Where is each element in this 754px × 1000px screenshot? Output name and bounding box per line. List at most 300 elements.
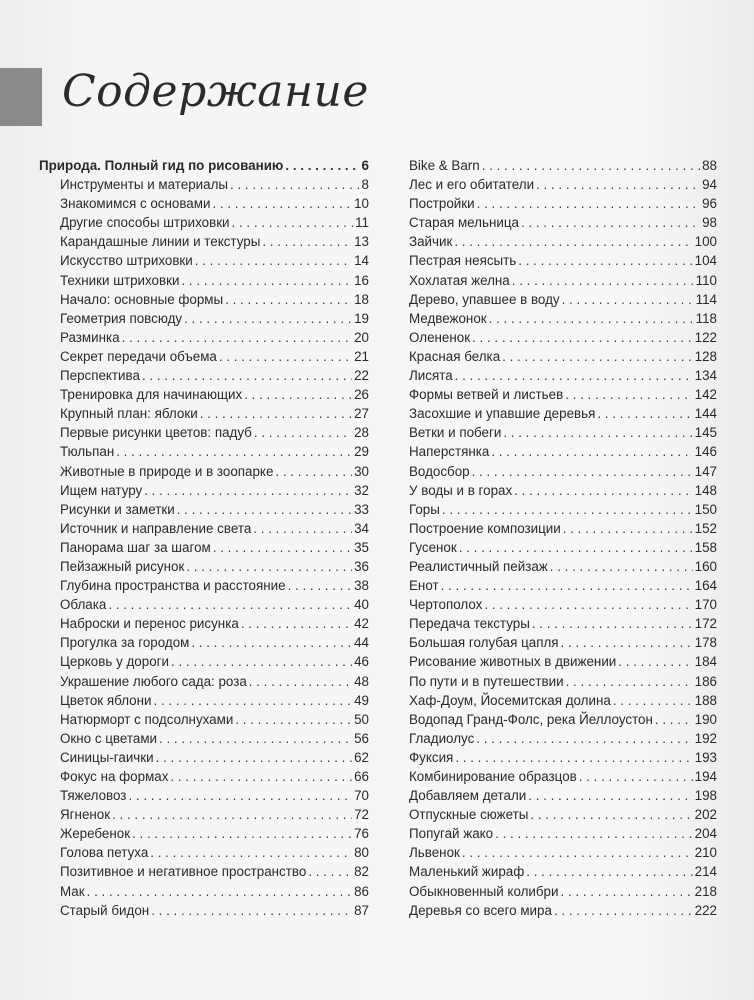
toc-entry-page: 158: [694, 539, 717, 555]
toc-entry-page: 14: [354, 253, 369, 269]
toc-entry: [409, 309, 717, 328]
toc-entry-page: 8: [361, 177, 369, 193]
toc-entry: [409, 347, 717, 366]
toc-entry: [409, 748, 717, 767]
toc-entry-page: 76: [354, 826, 369, 842]
toc-entry-page: 222: [694, 902, 717, 918]
toc-entry-title: Украшение любого сада: роза: [60, 673, 247, 689]
toc-entry-title: Другие способы штриховки: [60, 215, 230, 231]
toc-entry: [39, 232, 369, 251]
toc-entry-title: Постройки: [409, 196, 475, 212]
toc-entry: [409, 843, 717, 862]
toc-leader-dots: [579, 767, 693, 786]
toc-entry-title: Фокус на формах: [60, 769, 169, 784]
toc-entry-page: 66: [354, 769, 369, 784]
toc-entry: [39, 882, 369, 901]
toc-entry: [39, 614, 369, 633]
toc-entry: [39, 500, 369, 519]
toc-left-column: [39, 156, 369, 920]
toc-entry-title: Тяжеловоз: [60, 788, 127, 804]
toc-leader-dots: [253, 519, 352, 538]
toc-leader-dots: [288, 576, 353, 595]
toc-leader-dots: [87, 882, 352, 901]
section-tab: [0, 68, 42, 126]
toc-entry-page: 34: [354, 520, 369, 536]
toc-entry-page: 18: [354, 291, 369, 307]
toc-entry-page: 22: [354, 368, 369, 384]
toc-entry-title: Отпускные сюжеты: [409, 807, 529, 823]
toc-leader-dots: [491, 442, 692, 461]
toc-entry-page: 32: [354, 482, 369, 498]
toc-entry-page: 150: [694, 501, 717, 517]
toc-entry-page: 36: [354, 558, 369, 574]
toc-entry-title: Техники штриховки: [60, 272, 180, 288]
toc-entry-title: Bike & Barn: [409, 158, 480, 173]
toc-entry-title: Первые рисунки цветов: падуб: [60, 425, 252, 441]
toc-entry-page: 42: [354, 616, 369, 632]
toc-entry: [409, 481, 717, 500]
toc-leader-dots: [159, 729, 352, 748]
toc-entry: [409, 767, 717, 786]
toc-entry: [409, 290, 717, 309]
toc-entry-page: 20: [354, 329, 369, 345]
toc-leader-dots: [518, 251, 692, 270]
toc-entry-title: Ягненок: [60, 807, 111, 823]
toc-leader-dots: [171, 652, 352, 671]
toc-entry-title: Тюльпан: [60, 444, 115, 460]
toc-entry: [39, 805, 369, 824]
toc-entry-title: Геометрия повсюду: [60, 310, 183, 326]
toc-entry-title: Цветок яблони: [60, 692, 152, 708]
toc-entry-title: Ищем натуру: [60, 482, 143, 498]
toc-entry-title: Львенок: [409, 845, 460, 861]
toc-leader-dots: [528, 786, 692, 805]
toc-entry-page: 148: [694, 482, 717, 498]
toc-leader-dots: [532, 614, 693, 633]
toc-entry-title: Рисование животных в движении: [409, 654, 617, 670]
toc-entry-title: Добавляем детали: [409, 788, 527, 804]
toc-entry-title: Построение композиции: [409, 520, 561, 536]
toc-entry-page: 6: [361, 158, 369, 173]
toc-leader-dots: [472, 328, 693, 347]
toc-leader-dots: [618, 652, 692, 671]
toc-entry-title: Окно с цветами: [60, 730, 158, 746]
toc-entry: [39, 710, 369, 729]
toc-entry-page: 134: [694, 368, 717, 384]
toc-entry: [409, 633, 717, 652]
toc-leader-dots: [177, 500, 352, 519]
toc-entry-title: Реалистичный пейзаж: [409, 558, 548, 574]
toc-entry-page: 80: [354, 845, 369, 861]
toc-entry-title: Гладиолус: [409, 730, 475, 746]
toc-entry: [39, 901, 369, 920]
toc-entry-page: 122: [694, 329, 717, 345]
toc-entry-page: 110: [695, 272, 717, 288]
toc-entry-title: Знакомимся с основами: [60, 196, 211, 212]
toc-entry: [409, 175, 717, 194]
toc-leader-dots: [441, 576, 693, 595]
toc-entry-page: 88: [702, 158, 717, 173]
toc-leader-dots: [561, 633, 693, 652]
toc-entry: [39, 442, 369, 461]
toc-leader-dots: [122, 328, 352, 347]
toc-leader-dots: [128, 786, 352, 805]
toc-entry-page: 188: [694, 692, 717, 708]
toc-entry: [39, 824, 369, 843]
toc-entry-title: Инструменты и материалы: [60, 177, 229, 193]
toc-leader-dots: [536, 175, 700, 194]
toc-entry: [39, 595, 369, 614]
toc-leader-dots: [514, 481, 692, 500]
toc-leader-dots: [472, 462, 693, 481]
toc-leader-dots: [108, 595, 352, 614]
toc-entry: [39, 251, 369, 270]
toc-entry-title: У воды и в горах: [409, 482, 513, 498]
toc-entry: [409, 500, 717, 519]
toc-entry: [409, 156, 717, 175]
toc-entry-title: Водопад Гранд-Фолс, река Йеллоустон: [409, 711, 653, 727]
toc-entry-title: Источник и направление света: [60, 520, 252, 536]
toc-leader-dots: [476, 729, 692, 748]
toc-entry-page: 38: [354, 578, 369, 594]
toc-entry: [39, 481, 369, 500]
toc-entry: [39, 576, 369, 595]
toc-leader-dots: [455, 366, 693, 385]
toc-leader-dots: [489, 309, 694, 328]
toc-entry-page: 202: [694, 807, 717, 823]
toc-entry-page: 40: [354, 597, 369, 613]
toc-leader-dots: [597, 404, 692, 423]
toc-entry: [409, 404, 717, 423]
toc-entry-page: 87: [354, 902, 369, 918]
toc-entry-title: Лес и его обитатели: [409, 177, 535, 193]
toc-entry-page: 26: [354, 387, 369, 403]
toc-leader-dots: [219, 347, 352, 366]
toc-entry-title: По пути и в путешествии: [409, 673, 564, 689]
toc-entry: [39, 748, 369, 767]
toc-leader-dots: [561, 882, 693, 901]
toc-entry: [409, 232, 717, 251]
toc-entry-title: Природа. Полный гид по рисованию: [39, 158, 284, 173]
toc-entry-title: Рисунки и заметки: [60, 501, 175, 517]
toc-entry: [409, 729, 717, 748]
toc-entry-title: Искусство штриховки: [60, 253, 193, 269]
toc-leader-dots: [144, 481, 352, 500]
toc-entry-page: 19: [354, 310, 369, 326]
toc-leader-dots: [230, 175, 360, 194]
toc-entry-title: Начало: основные формы: [60, 291, 224, 307]
toc-entry-page: 210: [694, 845, 717, 861]
toc-leader-dots: [142, 366, 352, 385]
toc-entry-page: 218: [694, 883, 717, 899]
toc-entry-title: Секрет передачи объема: [60, 348, 217, 364]
toc-entry-title: Обыкновенный колибри: [409, 883, 559, 899]
toc-entry: [39, 462, 369, 481]
toc-entry-page: 94: [702, 177, 717, 193]
toc-entry-page: 198: [694, 788, 717, 804]
toc-leader-dots: [503, 423, 692, 442]
toc-entry-page: 96: [702, 196, 717, 212]
toc-leader-dots: [477, 194, 700, 213]
toc-entry-title: Горы: [409, 501, 440, 517]
toc-entry: [409, 824, 717, 843]
toc-entry-page: 193: [694, 749, 717, 765]
toc-entry: [39, 328, 369, 347]
toc-leader-dots: [241, 614, 352, 633]
toc-entry-title: Наперстянка: [409, 444, 490, 460]
toc-leader-dots: [613, 691, 693, 710]
toc-leader-dots: [530, 805, 692, 824]
toc-leader-dots: [170, 767, 352, 786]
toc-entry: [39, 366, 369, 385]
toc-entry-title: Глубина пространства и расстояние: [60, 578, 286, 594]
toc-entry: [409, 862, 717, 881]
toc-entry-page: 128: [694, 348, 717, 364]
toc-leader-dots: [186, 557, 352, 576]
toc-entry: [39, 271, 369, 290]
toc-entry-page: 214: [694, 864, 717, 880]
toc-leader-dots: [502, 347, 693, 366]
toc-entry-page: 49: [354, 692, 369, 708]
toc-entry: [409, 901, 717, 920]
toc-entry: [409, 786, 717, 805]
toc-leader-dots: [154, 691, 353, 710]
toc-entry-title: Позитивное и негативное пространство: [60, 864, 307, 880]
toc-leader-dots: [455, 748, 692, 767]
toc-leader-dots: [213, 538, 352, 557]
toc-entry-title: Облака: [60, 597, 107, 613]
toc-entry: [39, 672, 369, 691]
toc-entry-page: 142: [694, 387, 717, 403]
toc-leader-dots: [462, 843, 693, 862]
toc-entry-title: Водосбор: [409, 463, 470, 479]
toc-entry: [39, 385, 369, 404]
toc-leader-dots: [565, 385, 692, 404]
toc-entry: [409, 614, 717, 633]
toc-leader-dots: [482, 156, 700, 175]
toc-entry-title: Попугай жако: [409, 826, 494, 842]
toc-leader-dots: [484, 595, 692, 614]
toc-entry-page: 145: [694, 425, 717, 441]
toc-entry-page: 144: [694, 406, 717, 422]
toc-entry-page: 86: [354, 883, 369, 899]
toc-entry: [409, 442, 717, 461]
toc-entry: [409, 194, 717, 213]
toc-entry-page: 62: [354, 749, 369, 765]
toc-entry-title: Маленький жираф: [409, 864, 525, 880]
toc-leader-dots: [285, 156, 359, 175]
toc-leader-dots: [521, 213, 700, 232]
toc-entry-page: 11: [355, 215, 369, 231]
toc-entry: [409, 213, 717, 232]
toc-entry-page: 178: [694, 635, 717, 651]
toc-leader-dots: [244, 385, 352, 404]
toc-entry-title: Засохшие и упавшие деревья: [409, 406, 596, 422]
toc-entry-title: Медвежонок: [409, 310, 487, 326]
toc-entry-title: Пейзажный рисунок: [60, 558, 185, 574]
toc-entry: [39, 309, 369, 328]
toc-entry-title: Енот: [409, 578, 439, 594]
toc-leader-dots: [554, 901, 693, 920]
toc-entry-title: Старая мельница: [409, 215, 519, 231]
toc-entry-title: Мак: [60, 883, 85, 899]
toc-leader-dots: [151, 901, 352, 920]
toc-entry-page: 104: [694, 253, 717, 269]
toc-entry-page: 147: [694, 463, 717, 479]
toc-leader-dots: [156, 748, 352, 767]
toc-entry-title: Фуксия: [409, 749, 454, 765]
toc-entry: [39, 213, 369, 232]
toc-entry: [409, 691, 717, 710]
toc-leader-dots: [526, 862, 692, 881]
toc-entry-page: 70: [354, 788, 369, 804]
toc-entry-title: Тренировка для начинающих: [60, 387, 243, 403]
toc-entry-page: 29: [354, 444, 369, 460]
toc-entry: [409, 805, 717, 824]
toc-entry-page: 114: [695, 291, 717, 307]
toc-entry-title: Дерево, упавшее в воду: [409, 291, 560, 307]
toc-entry-title: Панорама шаг за шагом: [60, 539, 211, 555]
toc-entry: [39, 423, 369, 442]
toc-entry: [409, 882, 717, 901]
toc-leader-dots: [308, 862, 352, 881]
toc-entry: [409, 538, 717, 557]
toc-leader-dots: [454, 232, 692, 251]
toc-entry-title: Голова петуха: [60, 845, 149, 861]
toc-entry: [409, 366, 717, 385]
toc-entry-title: Церковь у дороги: [60, 654, 170, 670]
toc-entry-title: Пестрая неясыть: [409, 253, 517, 269]
toc-leader-dots: [112, 805, 352, 824]
toc-entry-page: 146: [694, 444, 717, 460]
toc-leader-dots: [562, 290, 694, 309]
toc-entry: [39, 652, 369, 671]
toc-entry: [409, 423, 717, 442]
toc-leader-dots: [232, 213, 354, 232]
toc-entry-page: 100: [694, 234, 717, 250]
toc-entry-page: 16: [354, 272, 369, 288]
toc-entry-page: 35: [354, 539, 369, 555]
toc-entry-page: 98: [702, 215, 717, 231]
toc-entry-title: Комбинирование образцов: [409, 769, 577, 784]
toc-entry-title: Жеребенок: [60, 826, 131, 842]
toc-entry-page: 194: [694, 769, 717, 784]
toc-leader-dots: [184, 309, 352, 328]
toc-entry-page: 170: [694, 597, 717, 613]
toc-entry-title: Лисята: [409, 368, 453, 384]
toc-entry-title: Красная белка: [409, 348, 501, 364]
toc-leader-dots: [200, 404, 352, 423]
toc-leader-dots: [566, 672, 693, 691]
toc-entry: [39, 729, 369, 748]
toc-entry-title: Хаф-Доум, Йосемитская долина: [409, 692, 611, 708]
toc-entry-page: 118: [695, 310, 717, 326]
toc-entry-page: 28: [354, 425, 369, 441]
toc-entry: [39, 786, 369, 805]
toc-entry: [39, 194, 369, 213]
toc-leader-dots: [116, 442, 352, 461]
toc-entry-page: 190: [694, 711, 717, 727]
toc-entry-title: Натюрморт с подсолнухами: [60, 711, 234, 727]
toc-entry: [39, 843, 369, 862]
toc-entry: [409, 652, 717, 671]
toc-entry-page: 46: [354, 654, 369, 670]
toc-entry-title: Олененок: [409, 329, 471, 345]
toc-entry: [409, 576, 717, 595]
toc-leader-dots: [191, 633, 352, 652]
toc-entry: [39, 347, 369, 366]
toc-leader-dots: [195, 251, 352, 270]
toc-entry-page: 160: [694, 558, 717, 574]
toc-entry-page: 33: [354, 501, 369, 517]
toc-entry-page: 27: [354, 406, 369, 422]
toc-entry-page: 164: [694, 578, 717, 594]
toc-entry-title: Зайчик: [409, 234, 453, 250]
toc-leader-dots: [442, 500, 693, 519]
toc-entry: [39, 633, 369, 652]
toc-heading: [39, 156, 369, 175]
toc-entry-title: Гусенок: [409, 539, 457, 555]
toc-entry: [409, 557, 717, 576]
toc-entry: [39, 175, 369, 194]
toc-entry-title: Разминка: [60, 329, 120, 345]
toc-entry-title: Прогулка за городом: [60, 635, 190, 651]
toc-leader-dots: [150, 843, 352, 862]
toc-entry-title: Передача текстуры: [409, 616, 530, 632]
toc-entry: [409, 710, 717, 729]
toc-entry: [409, 672, 717, 691]
toc-entry: [39, 404, 369, 423]
toc-entry: [409, 271, 717, 290]
toc-entry-page: 50: [354, 711, 369, 727]
toc-entry-page: 72: [354, 807, 369, 823]
toc-entry-page: 10: [354, 196, 369, 212]
toc-entry-page: 82: [354, 864, 369, 880]
toc-entry-title: Ветки и побеги: [409, 425, 502, 441]
toc-entry-page: 192: [694, 730, 717, 746]
toc-entry-title: Хохлатая желна: [409, 272, 510, 288]
toc-entry-page: 152: [694, 520, 717, 536]
toc-right-column: [409, 156, 717, 920]
toc-entry: [39, 519, 369, 538]
toc-entry-title: Перспектива: [60, 368, 140, 384]
toc-entry-title: Формы ветвей и листьев: [409, 387, 564, 403]
toc-leader-dots: [249, 672, 352, 691]
toc-entry-title: Синицы-гаички: [60, 749, 154, 765]
toc-leader-dots: [212, 194, 352, 213]
toc-entry-page: 184: [694, 654, 717, 670]
toc-entry-page: 44: [354, 635, 369, 651]
toc-entry-title: Большая голубая цапля: [409, 635, 559, 651]
toc-leader-dots: [275, 462, 352, 481]
toc-leader-dots: [563, 519, 693, 538]
toc-entry: [409, 251, 717, 270]
toc-entry: [409, 462, 717, 481]
toc-entry: [39, 862, 369, 881]
toc-entry-title: Наброски и перенос рисунка: [60, 616, 239, 632]
page-title: Содержание: [62, 66, 369, 117]
toc-leader-dots: [459, 538, 693, 557]
toc-entry: [39, 290, 369, 309]
toc-leader-dots: [225, 290, 352, 309]
toc-leader-dots: [495, 824, 693, 843]
toc-entry: [39, 691, 369, 710]
toc-leader-dots: [550, 557, 693, 576]
toc-entry: [409, 519, 717, 538]
toc-entry-title: Старый бидон: [60, 902, 150, 918]
toc-leader-dots: [254, 423, 352, 442]
toc-entry-page: 21: [354, 348, 369, 364]
